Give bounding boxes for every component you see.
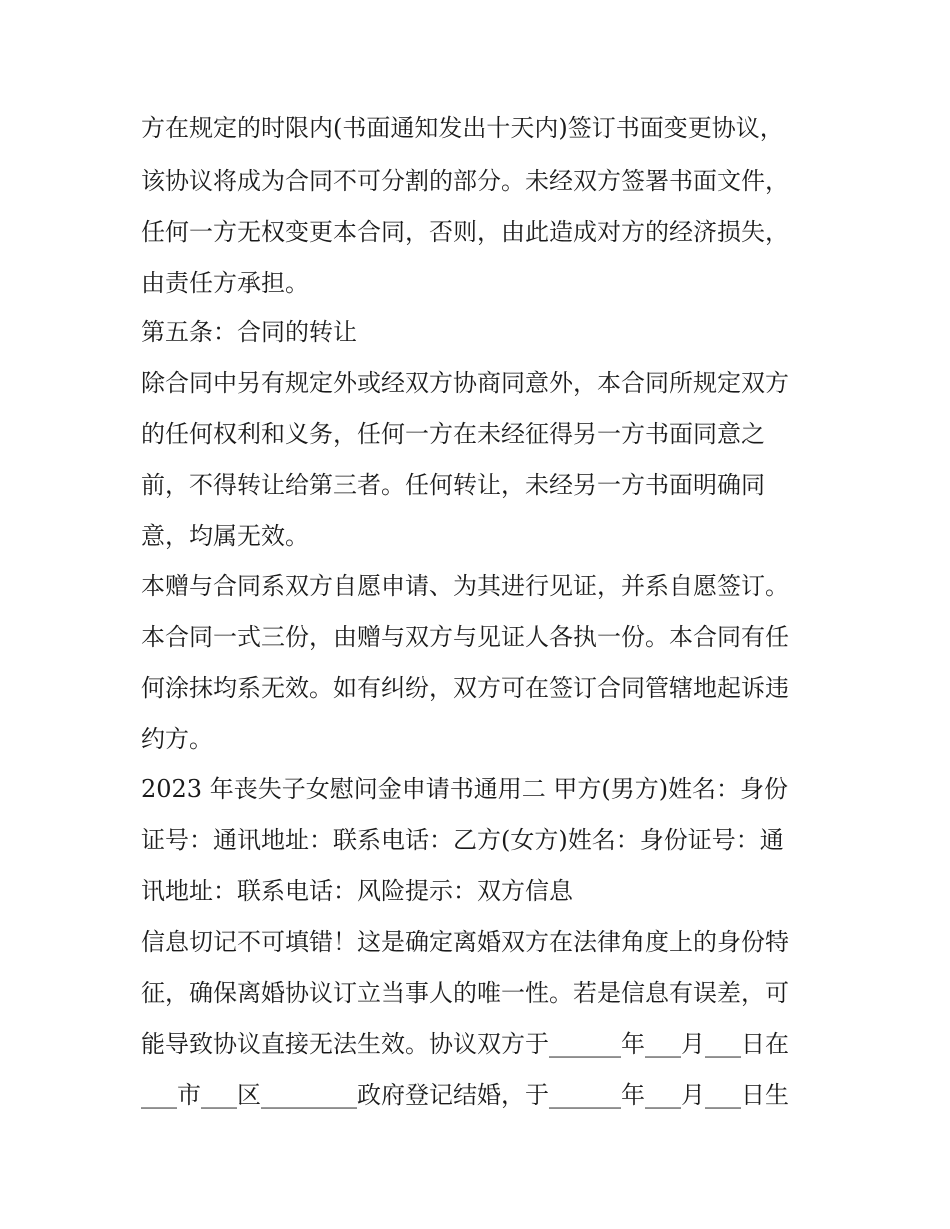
- text-line: 信息切记不可填错！这是确定离婚双方在法律角度上的身份特: [141, 928, 789, 956]
- text-line: 该协议将成为合同不可分割的部分。未经双方签署书面文件，: [141, 167, 789, 195]
- section-heading: 第五条：合同的转让: [141, 318, 357, 346]
- text-line: 能导致协议直接无法生效。协议双方于______年___月___日在: [141, 1030, 789, 1058]
- text-line: 征，确保离婚协议订立当事人的唯一性。若是信息有误差，可: [141, 979, 789, 1007]
- text-line: 方在规定的时限内(书面通知发出十天内)签订书面变更协议，: [141, 114, 784, 142]
- text-line: 何涂抹均系无效。如有纠纷，双方可在签订合同管辖地起诉违: [141, 674, 789, 702]
- text-line: 任何一方无权变更本合同，否则，由此造成对方的经济损失，: [141, 218, 789, 246]
- text-line: 由责任方承担。: [141, 269, 309, 297]
- text-line: 前，不得转让给第三者。任何转让，未经另一方书面明确同: [141, 471, 765, 499]
- text-line: 证号：通讯地址：联系电话：乙方(女方)姓名：身份证号：通: [141, 826, 784, 854]
- text-line: 2023 年丧失子女慰问金申请书通用二 甲方(男方)姓名：身份: [141, 775, 789, 803]
- text-line: 本合同一式三份，由赠与双方与见证人各执一份。本合同有任: [141, 623, 789, 651]
- text-line: ___市___区________政府登记结婚，于______年___月___日生: [141, 1081, 789, 1109]
- text-line: 本赠与合同系双方自愿申请、为其进行见证，并系自愿签订。: [141, 572, 789, 600]
- text-line: 约方。: [141, 725, 213, 753]
- text-line: 的任何权利和义务，任何一方在未经征得另一方书面同意之: [141, 420, 765, 448]
- text-line: 除合同中另有规定外或经双方协商同意外，本合同所规定双方: [141, 369, 789, 397]
- text-line: 讯地址：联系电话：风险提示：双方信息: [141, 877, 573, 905]
- text-line: 意，均属无效。: [141, 522, 309, 550]
